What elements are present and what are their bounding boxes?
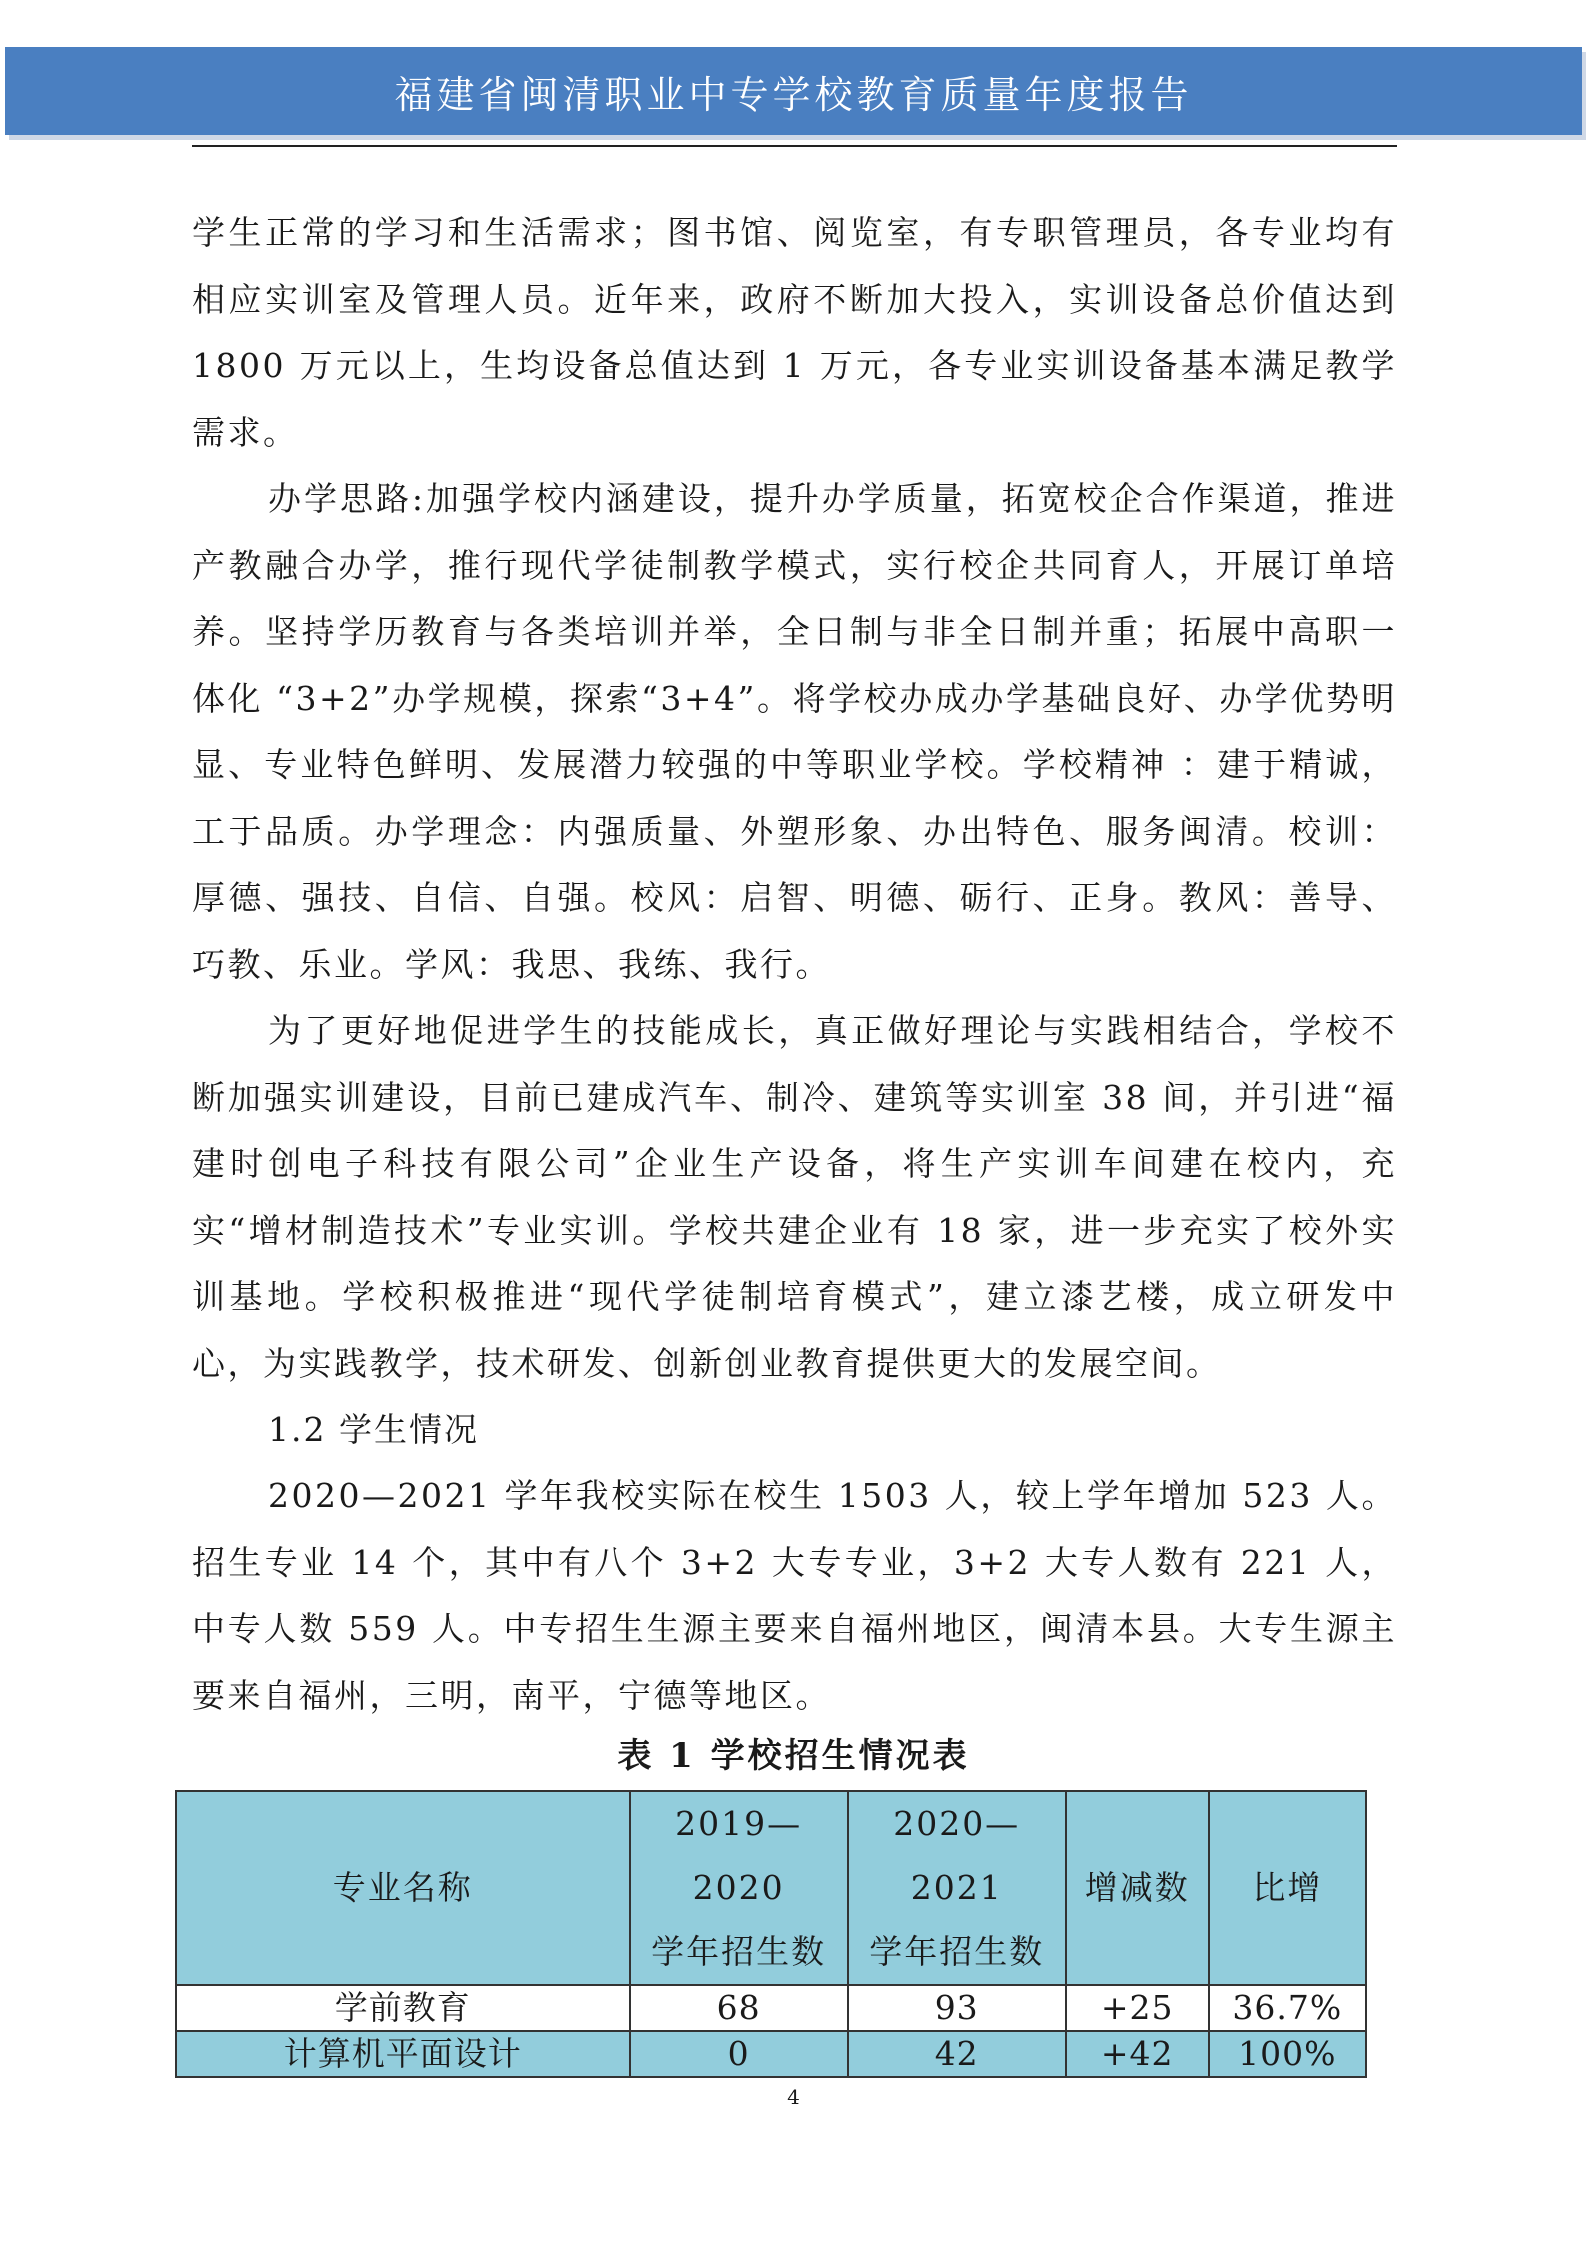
paragraph-facilities: 学生正常的学习和生活需求；图书馆、阅览室，有专职管理员，各专业均有相应实训室及管理人员。近年来，政府不断加大投入，实训设备总价值达到 1800 万元以上，生均设备总值达到 1 万元，各专业实训设备基本满足教学需求。	[192, 213, 1397, 452]
header-2019-2020	[630, 1791, 848, 1985]
table-header-row	[176, 1791, 1366, 1985]
cell-2020-2021: 93	[848, 1985, 1066, 2031]
main-content	[192, 200, 1397, 1729]
cell-ratio: 100%	[1209, 2031, 1366, 2077]
header-2019-2020-line2: 学年招生数	[651, 1932, 827, 1971]
header-change: 增减数	[1066, 1791, 1209, 1985]
header-ratio: 比增	[1209, 1791, 1366, 1985]
cell-2020-2021: 42	[848, 2031, 1066, 2077]
header-2020-2021-line2: 学年招生数	[869, 1932, 1045, 1971]
page-number: 4	[787, 2085, 800, 2109]
report-title: 福建省闽清职业中专学校教育质量年度报告	[394, 72, 1193, 117]
paragraph-training-construction: 为了更好地促进学生的技能成长，真正做好理论与实践相结合，学校不断加强实训建设，目前已建成汽车、制冷、建筑等实训室 38 间，并引进“福建时创电子科技有限公司”企业生产设备，将生产实训车间建在校内，充实“增材制造技术”专业实训。学校共建企业有 18 家，进一步充实了校外实训基地。学校积极推进“现代学徒制培育模式”，建立漆艺楼，成立研发中心，为实践教学，技术研发、创新创业教育提供更大的发展空间。	[192, 1011, 1397, 1383]
header-major: 专业名称	[176, 1791, 630, 1985]
cell-2019-2020: 0	[630, 2031, 848, 2077]
header-2020-2021	[848, 1791, 1066, 1985]
cell-ratio: 36.7%	[1209, 1985, 1366, 2031]
section-heading-students: 1.2 学生情况	[268, 1410, 479, 1449]
paragraph-school-philosophy: 办学思路:加强学校内涵建设，提升办学质量，拓宽校企合作渠道，推进产教融合办学，推行现代学徒制教学模式，实行校企共同育人，开展订单培养。坚持学历教育与各类培训并举，全日制与非全日制并重；拓展中高职一体化 “3+2”办学规模，探索“3+4”。将学校办成办学基础良好、办学优势明显、专业特色鲜明、发展潜力较强的中等职业学校。学校精神 ：建于精诚，工于品质。办学理念：内强质量、外塑形象、办出特色、服务闽清。校训：厚德、强技、自信、自强。校风：启智、明德、砺行、正身。教风：善导、巧教、乐业。学风：我思、我练、我行。	[192, 479, 1397, 984]
cell-2019-2020: 68	[630, 1985, 848, 2031]
header-2020-2021-line1: 2020—2021	[893, 1804, 1021, 1907]
paragraph-student-stats: 2020—2021 学年我校实际在校生 1503 人，较上学年增加 523 人。招生专业 14 个，其中有八个 3+2 大专专业，3+2 大专人数有 221 人，中专人数 559 人。中专招生生源主要来自福州地区，闽清本县。大专生源主要来自福州，三明，南平，宁德等地区。	[192, 1476, 1397, 1715]
header-2019-2020-line1: 2019—2020	[675, 1804, 803, 1907]
enrollment-table	[175, 1790, 1367, 2078]
cell-change: +25	[1066, 1985, 1209, 2031]
cell-change: +42	[1066, 2031, 1209, 2077]
header-banner	[5, 47, 1582, 135]
header-divider	[192, 145, 1397, 147]
table-row	[176, 1985, 1366, 2031]
cell-major: 计算机平面设计	[176, 2031, 630, 2077]
table-row	[176, 2031, 1366, 2077]
table-title: 表 1 学校招生情况表	[617, 1736, 970, 1776]
cell-major: 学前教育	[176, 1985, 630, 2031]
